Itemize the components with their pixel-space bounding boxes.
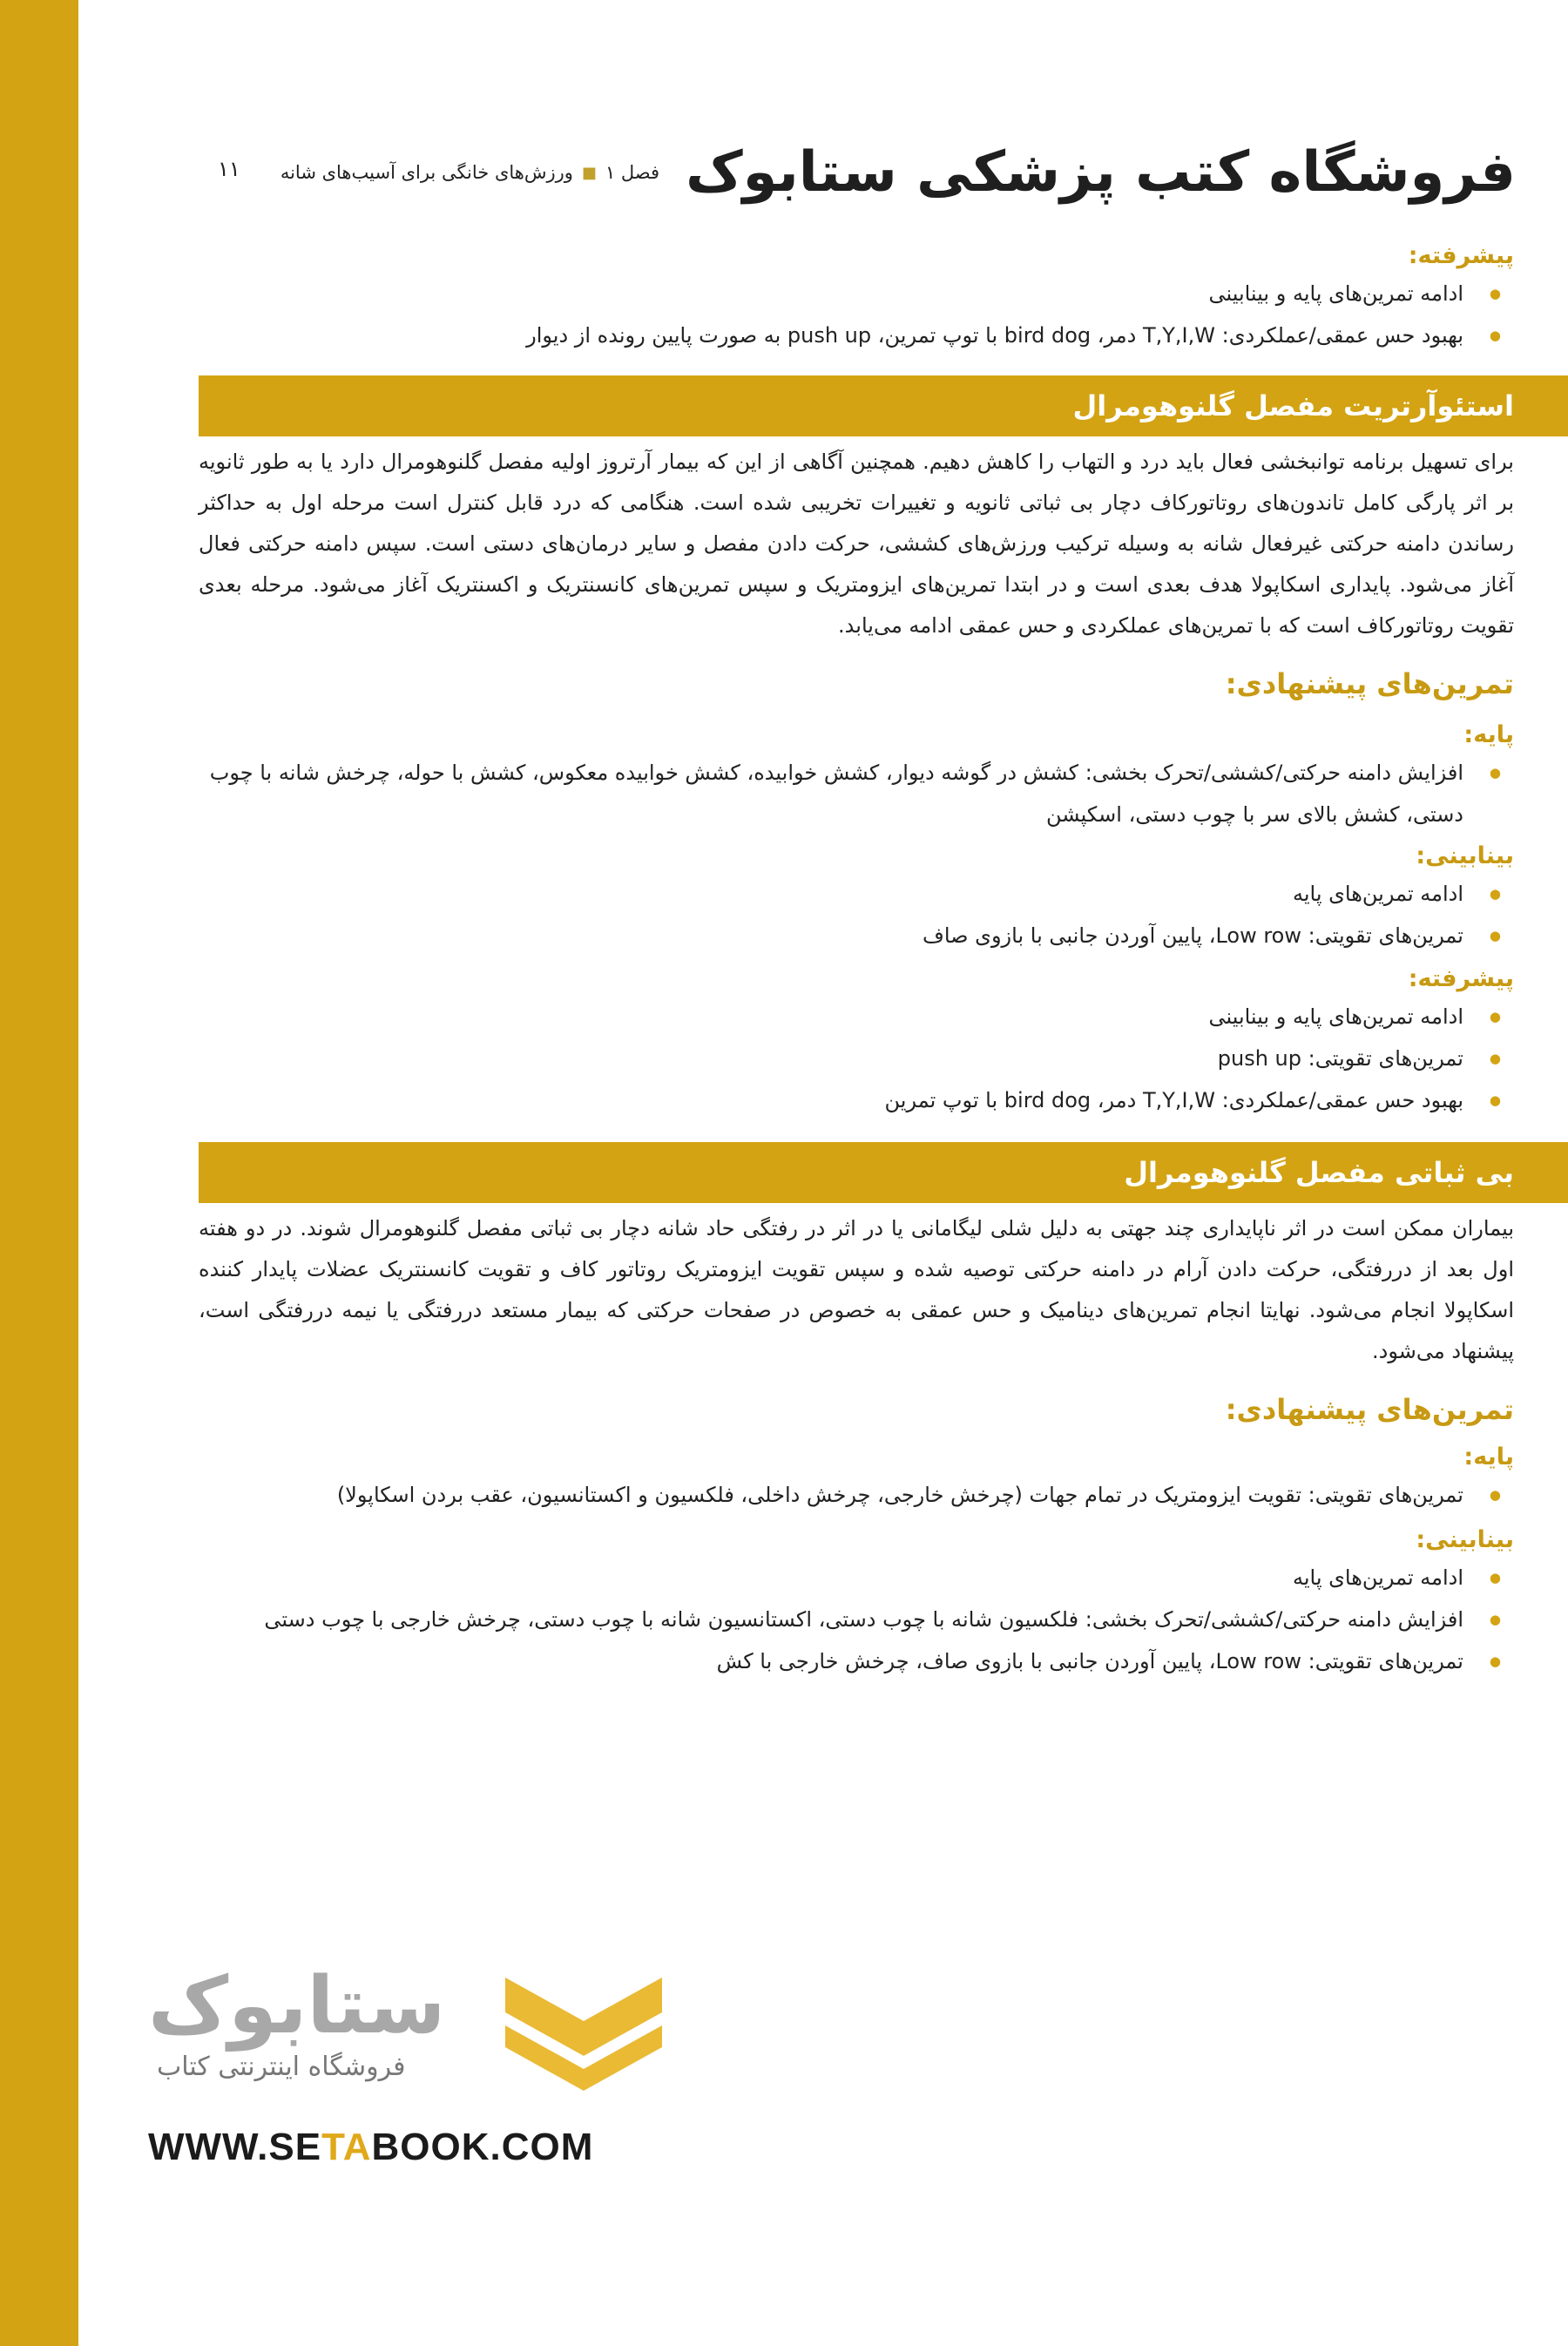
advanced-list (199, 273, 1514, 356)
book-logo-icon (497, 1960, 671, 2091)
watermark-url: WWW.SETABOOK.COM (148, 2126, 594, 2168)
side-color-strip (0, 0, 78, 2346)
list-item: ● تمرین‌های تقویتی: push up (199, 1038, 1514, 1079)
suggested-exercises-heading: تمرین‌های پیشنهادی: (1225, 1393, 1514, 1426)
list-item: ● ادامه تمرین‌های پایه (199, 873, 1514, 915)
advanced-label: پیشرفته: (1408, 242, 1514, 269)
watermark-caption: فروشگاه اینترنتی کتاب (157, 2052, 406, 2082)
page-content (199, 242, 1514, 1682)
watermark (148, 1943, 697, 2169)
list-item: ● افزایش دامنه حرکتی/کششی/تحرک بخشی: کشش در گوشه دیوار، کشش خوابیده، کشش خوابیده معکوس، کشش با حوله، چرخش شانه با چوب دستی، کشش بالای سر با چوب دستی، اسکپشن (199, 752, 1514, 835)
running-head (280, 162, 659, 183)
list-item: ● بهبود حس عمقی/عملکردی: T,Y,I,W دمر، bird dog با توپ تمرین، push up به صورت پایین رونده از دیوار (199, 314, 1514, 356)
page-header (200, 138, 1516, 207)
basic-label: پایه: (1463, 1443, 1514, 1470)
advanced-label: پیشرفته: (1408, 965, 1514, 992)
list-item: ● بهبود حس عمقی/عملکردی: T,Y,I,W دمر، bird dog با توپ تمرین (199, 1079, 1514, 1121)
list-item: ● تمرین‌های تقویتی: Low row، پایین آوردن جانبی با بازوی صاف (199, 915, 1514, 957)
intermediate-label: بینابینی: (1416, 1526, 1514, 1553)
intermediate-list (199, 1557, 1514, 1682)
section-paragraph: بیماران ممکن است در اثر ناپایداری چند جهتی به دلیل شلی لیگامانی یا در اثر در رفتگی حاد شانه دچار بی ثباتی مفصل گلنوهومرال شوند. در دو هفته اول بعد از دررفتگی، حرکت دادن آرام در دامنه حرکتی توصیه شده و سپس تقویت ایزومتریک روتاتور کاف و تقویت کانسنتریک عضلات پایدار کننده اسکاپولا انجام می‌شود. نهایتا انجام تمرین‌های دینامیک و حس عمقی به خصوص در صفحات حرکتی که بیمار مستعد دررفتگی یا نیمه دررفتگی است، پیشنهاد می‌شود. (199, 1216, 1514, 1363)
section-heading: بی ثباتی مفصل گلنوهومرال (199, 1142, 1568, 1203)
basic-list (199, 752, 1514, 835)
list-item: ● تمرین‌های تقویتی: Low row، پایین آوردن جانبی با بازوی صاف، چرخش خارجی با کش (199, 1640, 1514, 1682)
list-item: ● تمرین‌های تقویتی: تقویت ایزومتریک در تمام جهات (چرخش خارجی، چرخش داخلی، فلکسیون و اکستانسیون، عقب بردن اسکاپولا) (199, 1474, 1514, 1516)
list-item: ● ادامه تمرین‌های پایه (199, 1557, 1514, 1599)
brand-title: فروشگاه کتب پزشکی ستابوک (686, 140, 1516, 205)
intermediate-list (199, 873, 1514, 957)
basic-label: پایه: (1463, 721, 1514, 748)
advanced-list (199, 996, 1514, 1121)
suggested-exercises-heading: تمرین‌های پیشنهادی: (1225, 667, 1514, 700)
page-number: ۱۱ (218, 157, 240, 181)
chapter-title: ورزش‌های خانگی برای آسیب‌های شانه (280, 162, 573, 183)
section-paragraph: برای تسهیل برنامه توانبخشی فعال باید درد و التهاب را کاهش دهیم. همچنین آگاهی از این که بیمار آرتروز اولیه مفصل گلنوهومرال دارد یا به طور ثانویه بر اثر پارگی کامل تاندون‌های روتاتورکاف دچار بی ثباتی ثانویه و تغییرات تخریبی شده است. هنگامی که درد قابل کنترل است مرحله اول به حداکثر رساندن دامنه حرکتی غیرفعال شانه به وسیله ترکیب ورزش‌های کششی، حرکت دادن مفصل و سایر درمان‌های دستی است. سپس دامنه حرکتی فعال آغاز می‌شود. پایداری اسکاپولا هدف بعدی است و در ابتدا تمرین‌های ایزومتریک و سپس تمرین‌های کانسنتریک و اکسنتریک آغاز می‌شود. مرحله بعدی تقویت روتاتورکاف است که با تمرین‌های عملکردی و حس عمقی ادامه می‌یابد. (199, 450, 1514, 638)
chapter-label: فصل ۱ (605, 162, 660, 183)
list-item: ● افزایش دامنه حرکتی/کششی/تحرک بخشی: فلکسیون شانه با چوب دستی، اکستانسیون شانه با چوب دستی، چرخش خارجی با چوب دستی (199, 1599, 1514, 1640)
separator-icon: ■ (581, 163, 597, 182)
intermediate-label: بینابینی: (1416, 842, 1514, 869)
list-item: ● ادامه تمرین‌های پایه و بینابینی (199, 273, 1514, 314)
list-item: ● ادامه تمرین‌های پایه و بینابینی (199, 996, 1514, 1038)
watermark-logo: ستابوک (148, 1960, 446, 2052)
section-heading: استئوآرتریت مفصل گلنوهومرال (199, 375, 1568, 436)
basic-list (199, 1474, 1514, 1516)
